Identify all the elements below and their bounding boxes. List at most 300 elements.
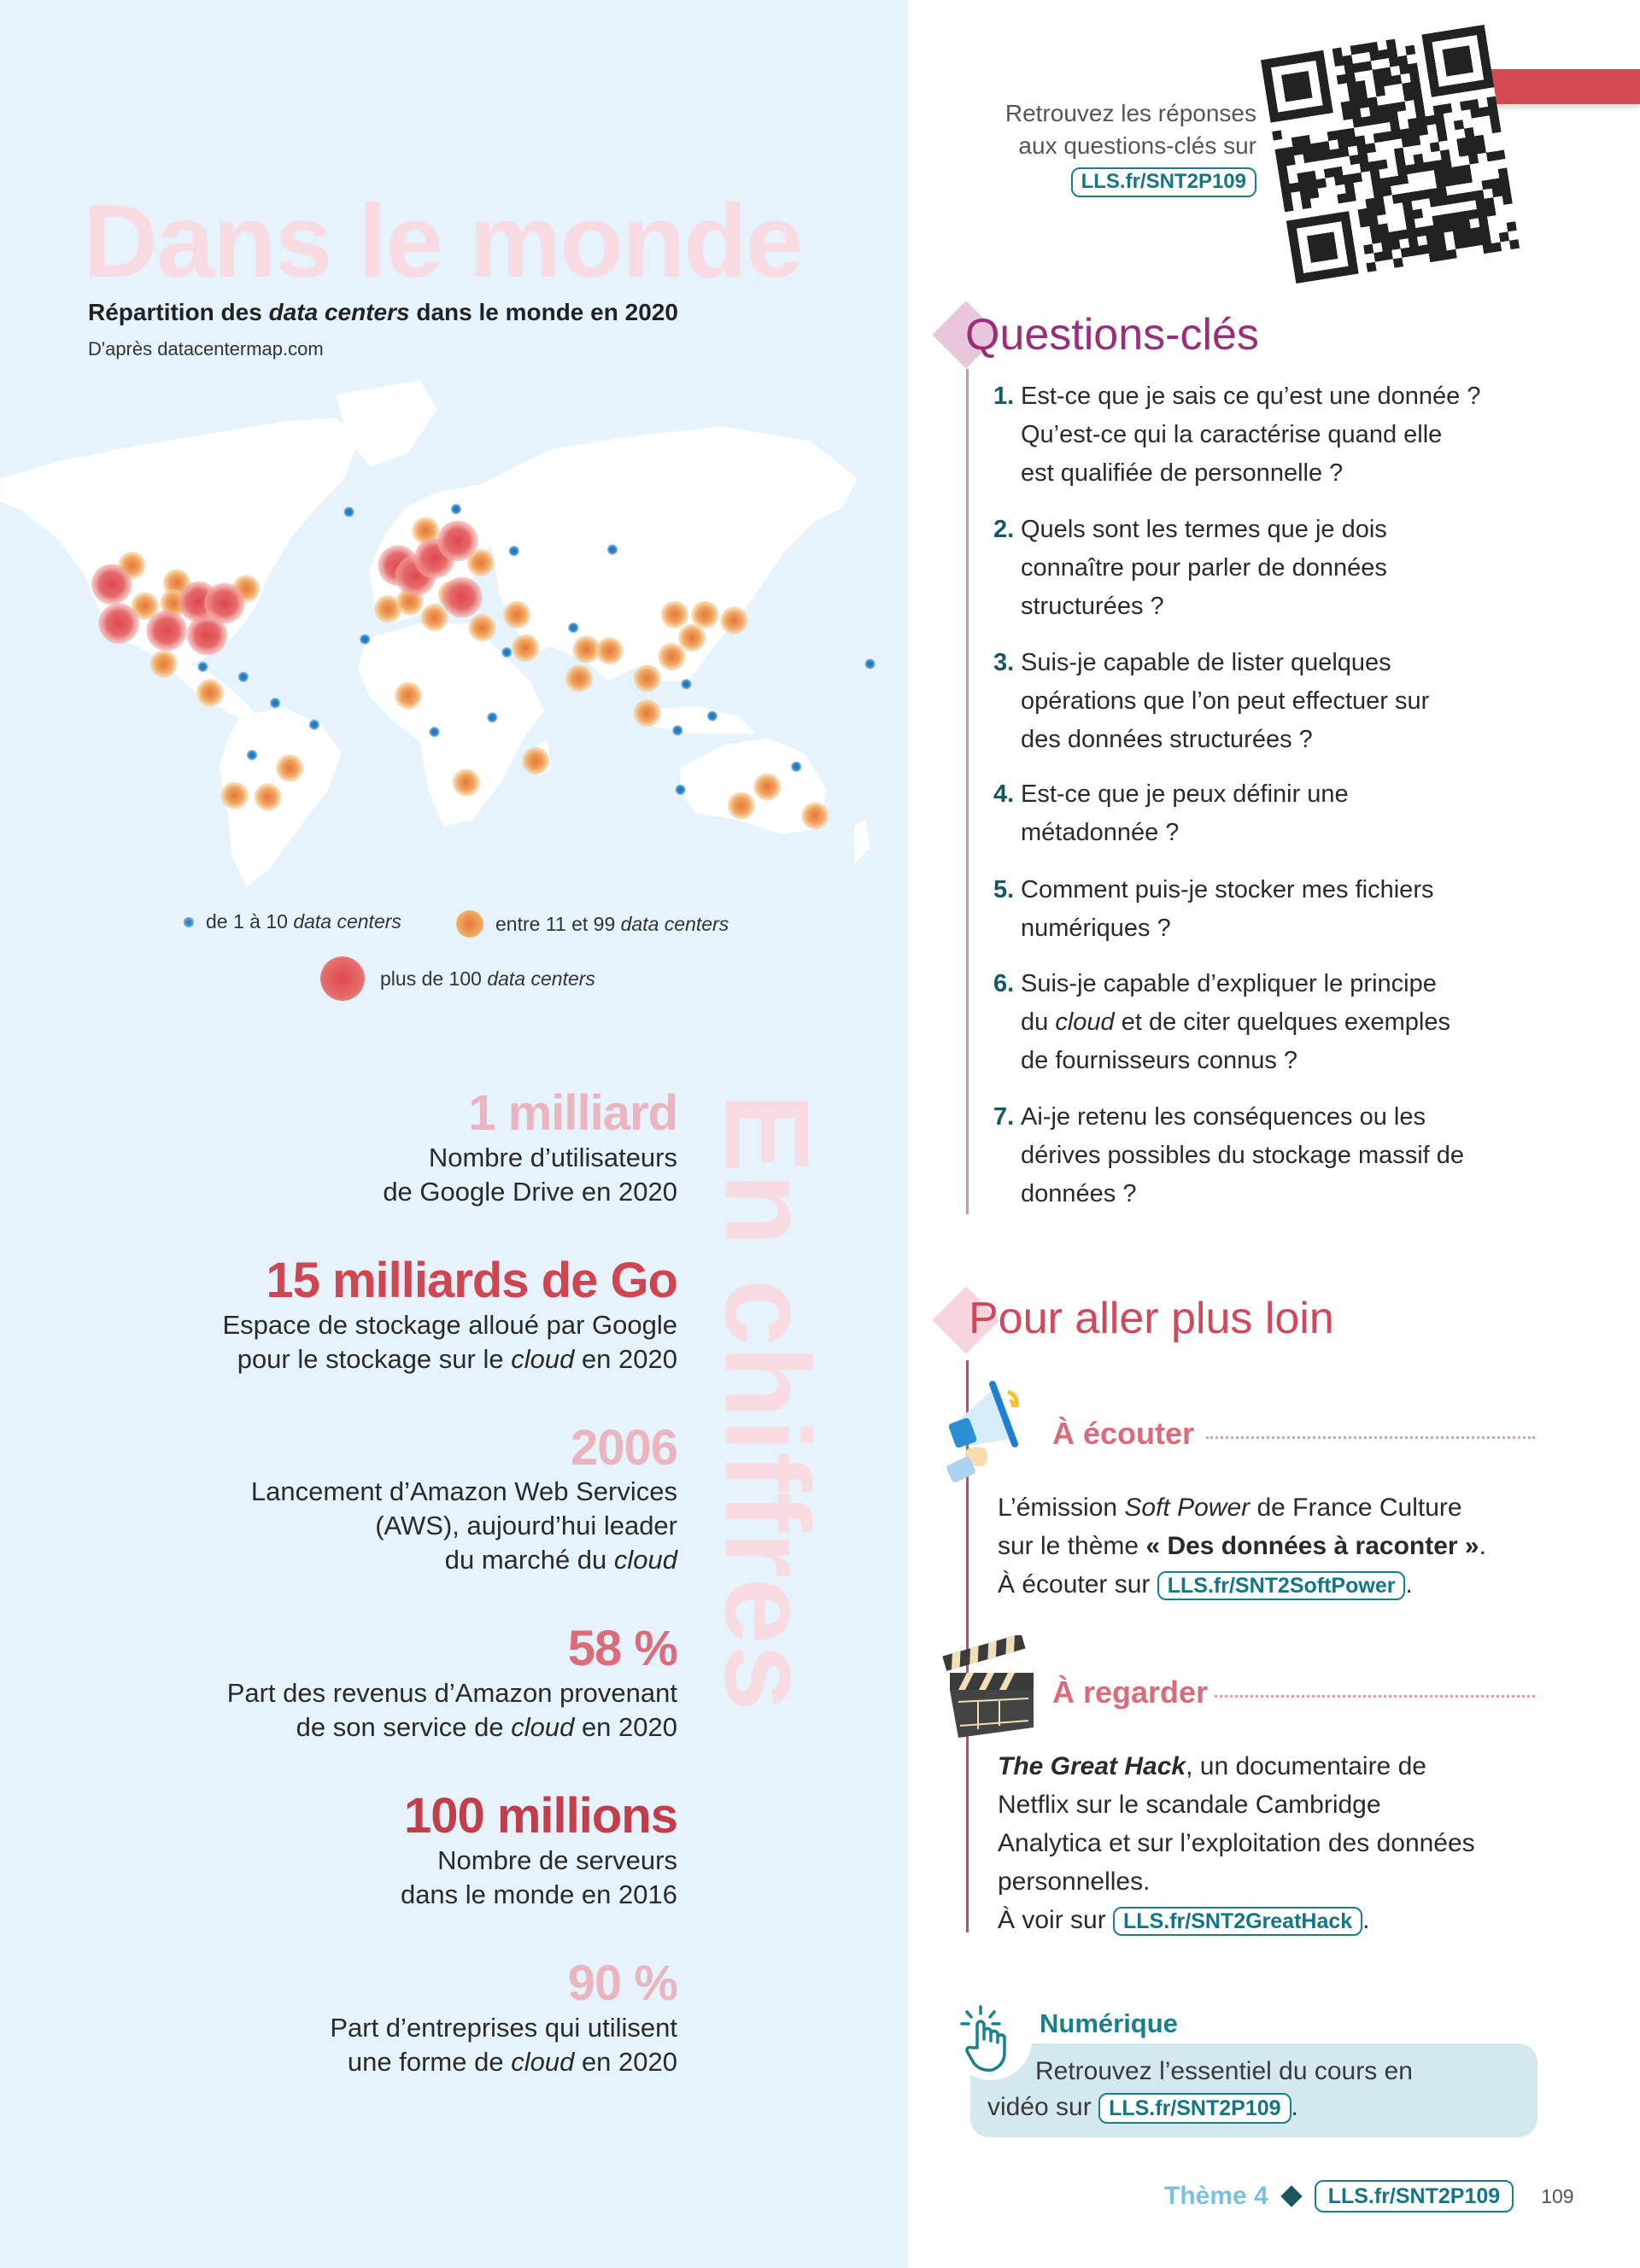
vertical-title [700, 1093, 835, 1776]
qr-module [1397, 56, 1408, 66]
qr-module [1391, 130, 1402, 140]
qr-module [1369, 50, 1379, 61]
qr-module [1398, 174, 1409, 184]
qr-module [1490, 114, 1500, 125]
dotted-divider [1215, 1695, 1535, 1698]
qr-module [1297, 172, 1307, 182]
qr-module [1345, 128, 1356, 138]
qr-module [1369, 106, 1379, 116]
qr-module [1396, 156, 1406, 167]
qr-module [1330, 149, 1340, 159]
qr-module [1442, 103, 1452, 114]
small-dot-icon [184, 917, 194, 927]
qr-module [1442, 158, 1452, 168]
text-segment: Nombre de serveurs [437, 1844, 677, 1875]
question-line: Suis-je capable de lister quelques [1021, 649, 1391, 676]
qr-module [1479, 225, 1490, 236]
qr-finder [1443, 45, 1473, 76]
qr-module [1373, 188, 1383, 198]
qr-module [1272, 130, 1282, 140]
text-segment: cloud [511, 2046, 575, 2077]
qr-module [1279, 175, 1289, 185]
qr-module [1419, 190, 1429, 200]
qr-module [1344, 183, 1355, 193]
text: Retrouvez l’essentiel du cours en [1035, 2057, 1413, 2085]
qr-module [1371, 178, 1381, 189]
legend-medium [456, 910, 729, 938]
stat-value: 58 % [567, 1621, 677, 1677]
qr-module [1409, 127, 1420, 137]
qr-module [1341, 101, 1351, 111]
qr-module [1461, 165, 1471, 175]
numerique-title: Numérique [1040, 2008, 1178, 2038]
qr-module [1391, 74, 1402, 85]
question-line: est qualifiée de personnelle ? [1021, 459, 1344, 487]
qr-module [1390, 120, 1400, 131]
qr-module [1375, 206, 1385, 216]
qr-module [1276, 157, 1286, 167]
qr-module [1292, 137, 1302, 147]
qr-module [1351, 108, 1362, 119]
question-number: 4. [993, 780, 1015, 808]
text: vidéo sur [987, 2093, 1099, 2121]
stat-description [79, 2011, 677, 2045]
qr-module [1343, 55, 1353, 65]
qr-module [1491, 242, 1502, 252]
datacenter-marker-small [270, 698, 280, 708]
qr-module [1332, 47, 1343, 57]
qr-module [1427, 243, 1438, 254]
datacenter-marker-small [360, 634, 370, 645]
qr-module [1342, 110, 1352, 120]
qr-module [1435, 232, 1445, 243]
qr-module [1485, 197, 1495, 208]
qr-module [1292, 145, 1303, 155]
text: de France Culture [1250, 1493, 1462, 1522]
qr-finder [1307, 231, 1338, 262]
datacenter-marker-medium [596, 637, 624, 664]
question-item [993, 377, 1480, 493]
qr-module [1300, 190, 1310, 200]
qr-module [1509, 239, 1520, 249]
qr-module [1438, 196, 1449, 206]
text-segment: data centers [620, 912, 729, 935]
qr-module [1485, 207, 1496, 217]
qr-module [1302, 143, 1312, 154]
text: À voir sur [998, 1906, 1114, 1934]
datacenter-marker-small [707, 710, 718, 721]
qr-module [1434, 169, 1444, 179]
greathack-link[interactable]: LLS.fr/SNT2GreatHack [1113, 1907, 1362, 1936]
qr-module [1360, 162, 1370, 172]
qr-link[interactable]: LLS.fr/SNT2P109 [1071, 167, 1256, 197]
qr-module [1460, 101, 1470, 111]
datacenter-marker-large [437, 521, 477, 561]
qr-module [1410, 136, 1420, 146]
datacenter-marker-medium [658, 643, 685, 670]
qr-module [1282, 193, 1292, 203]
text-segment: plus de 100 [380, 967, 488, 990]
qr-module [1468, 99, 1479, 109]
qr-module [1298, 181, 1309, 191]
text: . [1362, 1906, 1370, 1934]
qr-module [1388, 112, 1398, 122]
qr-module [1450, 212, 1461, 222]
qr-module [1286, 155, 1296, 166]
qr-module [1401, 192, 1411, 202]
datacenter-marker-medium [196, 679, 224, 706]
qr-module [1337, 74, 1347, 85]
qr-module [1463, 237, 1473, 248]
text-segment: dans le monde en 2016 [400, 1879, 677, 1909]
qr-module [1426, 115, 1436, 126]
question-number: 6. [993, 970, 1015, 997]
datacenter-marker-medium [801, 802, 829, 829]
map-source: D'après datacentermap.com [88, 338, 324, 359]
qr-module [1396, 102, 1406, 112]
text: Analytica et sur l’exploitation des données [998, 1829, 1475, 1857]
qr-module [1491, 178, 1501, 189]
qr-module [1378, 160, 1388, 170]
qr-module [1356, 144, 1367, 155]
qr-code[interactable] [1261, 25, 1520, 284]
question-line: connaître pour parler de données [1021, 554, 1387, 582]
datacenter-marker-medium [276, 754, 303, 781]
datacenter-marker-small [865, 658, 876, 669]
qr-module [1481, 235, 1491, 245]
question-line: métadonnée ? [1021, 819, 1180, 846]
qr-module [1367, 207, 1377, 217]
datacenter-marker-small [197, 662, 208, 672]
qr-module [1447, 194, 1457, 204]
clapperboard-icon [940, 1635, 1038, 1742]
qr-module [1412, 90, 1422, 100]
qr-caption-line: aux questions-clés sur [1018, 132, 1256, 159]
qr-module [1433, 224, 1444, 234]
qr-caption [1005, 97, 1256, 197]
qr-module [1453, 230, 1463, 240]
qr-module [1472, 236, 1482, 246]
qr-module [1357, 89, 1368, 99]
stat-description [79, 1543, 677, 1577]
datacenter-marker-small [791, 762, 801, 772]
stat-value: 15 milliards de Go [266, 1252, 677, 1308]
datacenter-marker-small [451, 504, 461, 514]
qr-module [1334, 175, 1344, 185]
question-number: 2. [993, 516, 1015, 543]
datacenter-marker-small [309, 720, 319, 730]
qr-module [1465, 191, 1475, 202]
qr-module [1416, 116, 1426, 126]
qr-module [1308, 179, 1318, 190]
qr-module [1389, 231, 1399, 241]
text-segment: cloud [511, 1343, 575, 1374]
datacenter-marker-small [487, 712, 497, 722]
qr-module [1441, 213, 1451, 224]
qr-module [1477, 208, 1487, 218]
qr-module [1368, 161, 1379, 171]
qr-module [1358, 153, 1368, 163]
legend-small [184, 910, 401, 933]
qr-module [1366, 143, 1376, 153]
text-segment: dans le monde en 2020 [409, 299, 678, 325]
legend-large [320, 956, 595, 1001]
qr-module [1413, 208, 1423, 219]
text-segment: Nombre d’utilisateurs [428, 1142, 677, 1172]
qr-module [1312, 151, 1322, 161]
datacenter-marker-medium [255, 783, 282, 810]
datacenter-marker-large [442, 577, 482, 617]
text-segment: de Google Drive en 2020 [383, 1176, 677, 1207]
softpower-link[interactable]: LLS.fr/SNT2SoftPower [1157, 1571, 1406, 1600]
qr-module [1425, 225, 1435, 236]
qr-module [1434, 114, 1444, 124]
qr-module [1400, 128, 1410, 138]
footer-link[interactable]: LLS.fr/SNT2P109 [1315, 2180, 1514, 2212]
text: L’émission [998, 1493, 1125, 1522]
qr-module [1379, 232, 1390, 243]
page-footer [1164, 2180, 1574, 2212]
datacenter-marker-medium [503, 601, 530, 628]
qr-module [1408, 237, 1418, 247]
qr-module [1387, 48, 1397, 58]
stat-description [79, 1676, 677, 1710]
qr-module [1385, 38, 1396, 49]
stat-description [79, 1710, 677, 1745]
text-segment: une forme de [347, 2046, 512, 2077]
text: sur le thème [998, 1532, 1146, 1560]
qr-module [1347, 82, 1357, 92]
qr-module [1408, 118, 1418, 128]
text: . [1405, 1570, 1413, 1599]
watch-text [998, 1747, 1475, 1939]
qr-module [1432, 160, 1443, 170]
qr-module [1374, 252, 1384, 262]
stat-value: 100 millions [403, 1788, 677, 1844]
qr-module [1346, 137, 1356, 147]
text: À écouter sur [998, 1570, 1157, 1599]
datacenter-marker-medium [691, 601, 718, 628]
qr-module [1403, 91, 1414, 102]
qr-module [1483, 243, 1493, 254]
stats-list [79, 1086, 677, 2124]
datacenter-marker-medium [453, 769, 480, 796]
text-segment: du [1021, 1008, 1056, 1036]
qr-module [1479, 217, 1489, 227]
stat-description [79, 1844, 677, 1878]
qr-module [1346, 192, 1356, 202]
stat-description [79, 2045, 677, 2079]
qr-module [1345, 73, 1356, 83]
datacenter-marker-medium [753, 773, 781, 800]
legend-small-label [206, 910, 401, 933]
qr-module [1437, 186, 1447, 196]
qr-module [1468, 154, 1479, 164]
qr-module [1338, 138, 1348, 149]
qr-module [1406, 164, 1416, 174]
text-segment: de 1 à 10 [206, 910, 294, 932]
stat-item [79, 1789, 677, 1912]
dotted-divider [1206, 1436, 1535, 1439]
qr-module [1394, 148, 1404, 158]
qr-module [1278, 166, 1288, 176]
question-line: Qu’est-ce qui la caractérise quand elle [1021, 421, 1443, 448]
qr-module [1274, 148, 1285, 158]
qr-module [1402, 82, 1412, 92]
datacenter-marker-small [676, 785, 686, 795]
qr-module [1353, 62, 1363, 73]
qr-module [1467, 209, 1478, 219]
qr-module [1461, 219, 1471, 230]
qr-module [1429, 252, 1439, 262]
qr-module [1470, 108, 1480, 118]
page-number: 109 [1541, 2184, 1574, 2207]
qr-module [1300, 135, 1310, 145]
qr-module [1370, 170, 1380, 180]
text-segment: Répartition des [88, 299, 269, 325]
question-line: structurées ? [1021, 593, 1164, 620]
qr-module [1397, 166, 1407, 176]
qr-module [1284, 147, 1294, 157]
qr-module [1466, 137, 1476, 147]
qr-module [1414, 162, 1425, 172]
qr-module [1438, 132, 1448, 142]
qr-caption-line: Retrouvez les réponses [1004, 100, 1256, 126]
datacenter-marker-small [672, 725, 682, 735]
text-segment: du marché du [444, 1545, 614, 1575]
datacenter-marker-medium [634, 699, 661, 727]
question-line: données ? [1021, 1180, 1137, 1207]
qr-finder [1281, 71, 1312, 102]
qr-module [1359, 43, 1369, 53]
qr-module [1411, 81, 1421, 91]
datacenter-marker-medium [728, 792, 755, 819]
qr-module [1301, 199, 1311, 209]
qr-module [1350, 44, 1361, 55]
qr-module [1368, 96, 1378, 107]
qr-module [1338, 147, 1349, 157]
qr-module [1486, 96, 1496, 107]
video-link[interactable]: LLS.fr/SNT2P109 [1098, 2093, 1291, 2124]
qr-module [1499, 177, 1509, 187]
qr-module [1370, 114, 1380, 125]
theme-label: Thème 4 [1164, 2182, 1268, 2210]
qr-module [1438, 250, 1448, 260]
text-segment: en 2020 [574, 1712, 677, 1743]
datacenter-marker-small [501, 647, 512, 658]
continent-new-zealand [854, 819, 870, 864]
qr-module [1381, 67, 1391, 78]
qr-module [1426, 234, 1436, 244]
qr-module [1389, 176, 1399, 186]
qr-module [1336, 129, 1346, 139]
text: . [1479, 1532, 1486, 1560]
qr-module [1358, 208, 1368, 219]
qr-module [1456, 137, 1467, 148]
qr-module [1486, 151, 1496, 161]
stat-description [79, 1509, 677, 1543]
question-item [993, 511, 1387, 626]
qr-module [1404, 210, 1414, 220]
text-segment: cloud [1055, 1008, 1115, 1036]
datacenter-marker-medium [522, 747, 549, 775]
stat-description [79, 1308, 677, 1342]
qr-module [1471, 227, 1481, 237]
qr-module [1436, 123, 1446, 133]
qr-module [1352, 118, 1362, 128]
question-number: 7. [993, 1103, 1015, 1131]
text-segment: cloud [511, 1712, 575, 1743]
qr-module [1479, 107, 1490, 117]
qr-module [1492, 187, 1502, 197]
text-segment: data centers [268, 299, 410, 325]
watch-title: À regarder [1052, 1675, 1209, 1710]
qr-module [1321, 150, 1331, 161]
qr-module [1383, 250, 1393, 260]
qr-module [1380, 178, 1391, 188]
qr-module [1451, 221, 1461, 231]
qr-module [1378, 104, 1388, 114]
stat-value: 90 % [567, 1955, 677, 2011]
qr-module [1382, 186, 1392, 196]
qr-module [1428, 188, 1438, 198]
question-item [993, 1098, 1464, 1213]
text-segment: (AWS), aujourd’hui leader [375, 1511, 677, 1541]
datacenter-marker-medium [661, 601, 688, 628]
qr-module [1430, 142, 1440, 152]
text-segment: de son service de [296, 1712, 512, 1743]
qr-module [1419, 244, 1429, 254]
questions-rule [966, 369, 969, 1214]
qr-module [1359, 217, 1369, 227]
stat-description [79, 1141, 677, 1175]
datacenter-marker-medium [420, 604, 448, 631]
text-segment: cloud [613, 1545, 677, 1575]
qr-module [1418, 126, 1428, 136]
qr-module [1433, 105, 1444, 115]
listen-title: À écouter [1052, 1416, 1195, 1451]
question-item [993, 871, 1433, 948]
qr-module [1409, 246, 1420, 256]
qr-module [1387, 102, 1397, 113]
qr-module [1405, 45, 1415, 56]
map-title [88, 299, 678, 326]
qr-module [1414, 98, 1424, 108]
qr-module [1379, 224, 1389, 234]
qr-module [1405, 219, 1415, 230]
qr-module [1452, 166, 1462, 176]
qr-module [1350, 155, 1360, 165]
qr-module [1350, 100, 1360, 110]
qr-module [1443, 222, 1453, 232]
question-item [993, 644, 1429, 759]
question-number: 1. [993, 383, 1015, 410]
qr-module [1432, 215, 1443, 225]
program-name: Soft Power [1124, 1493, 1250, 1522]
qr-module [1310, 143, 1321, 153]
text-segment: Lancement d’Amazon Web Services [250, 1476, 677, 1507]
qr-module [1383, 76, 1393, 86]
qr-module [1392, 194, 1403, 204]
text-segment: data centers [293, 910, 401, 932]
qr-module [1337, 193, 1347, 203]
qr-module [1362, 61, 1372, 71]
qr-module [1453, 175, 1463, 185]
datacenter-marker-large [91, 564, 132, 605]
qr-module [1454, 120, 1464, 130]
qr-module [1359, 98, 1369, 108]
question-line: Ai-je retenu les conséquences ou les [1021, 1103, 1426, 1131]
